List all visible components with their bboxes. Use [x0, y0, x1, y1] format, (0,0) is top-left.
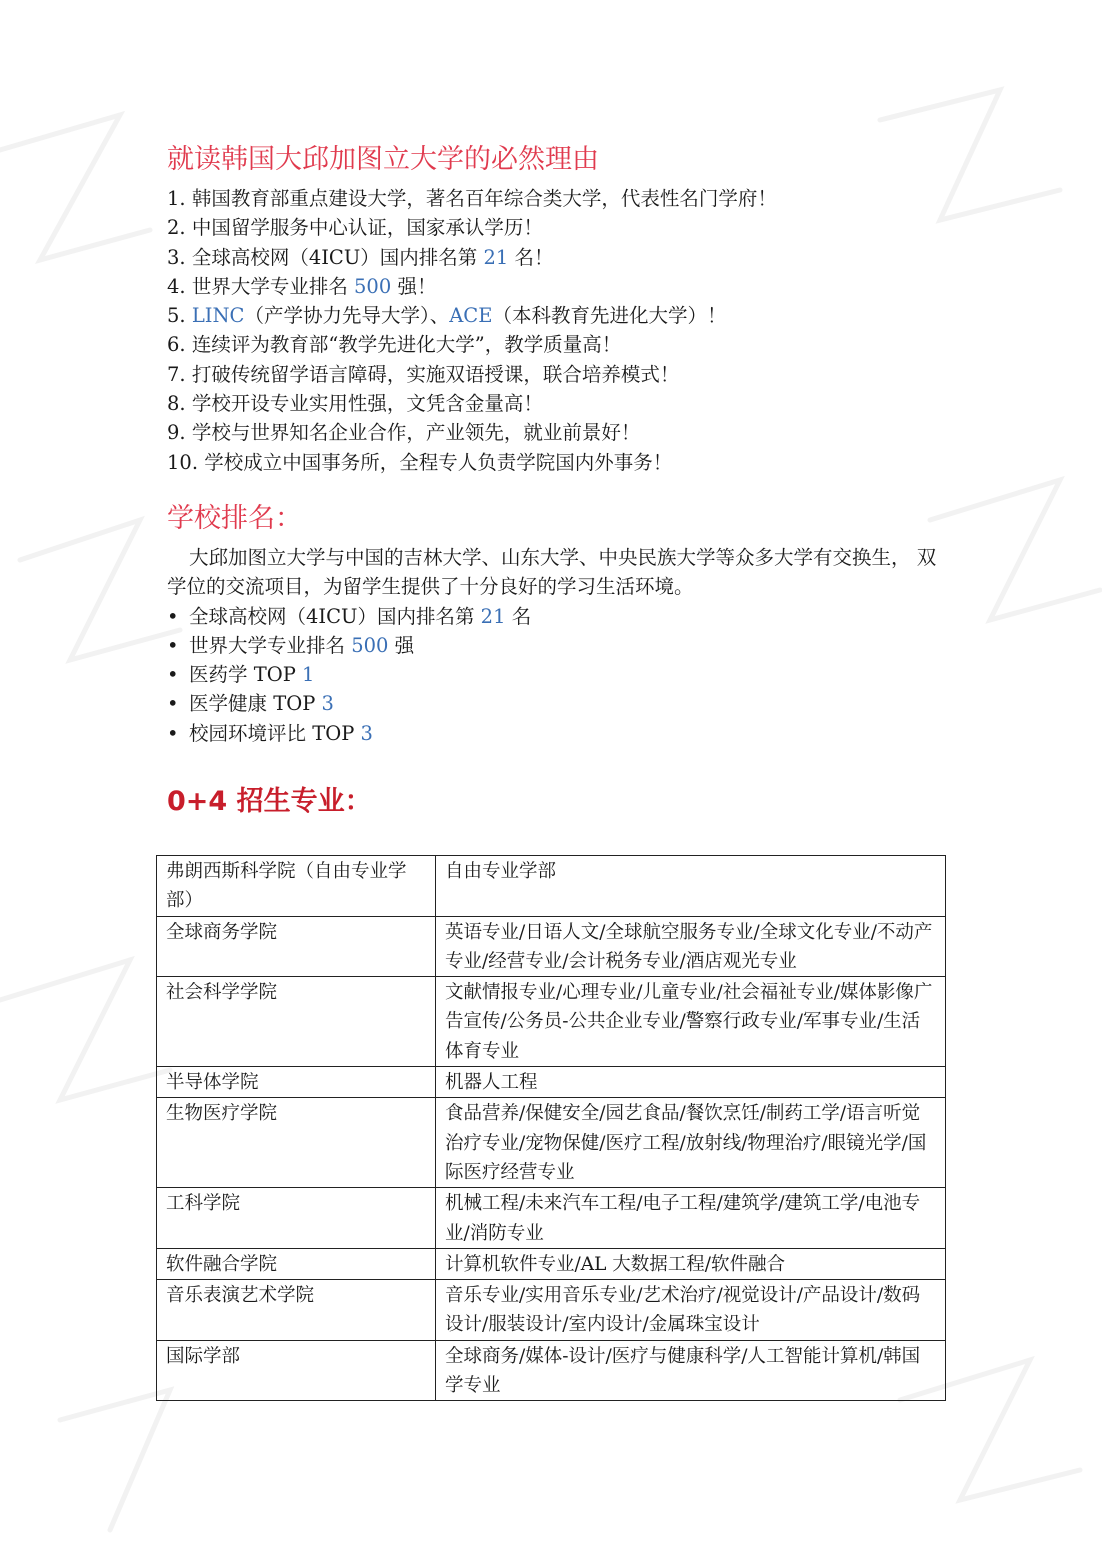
- majors-cell: 英语专业/日语人文/全球航空服务专业/全球文化专业/不动产专业/经营专业/会计税务专业/酒店观光专业: [436, 916, 946, 977]
- highlight-text: 500: [351, 633, 389, 657]
- majors-cell: 计算机软件专业/AL 大数据工程/软件融合: [436, 1248, 946, 1279]
- ranking-bullet-item: [167, 719, 957, 748]
- bullet-text: 名: [505, 604, 532, 628]
- ranking-bullet-item: [167, 689, 957, 718]
- table-row: [157, 916, 946, 977]
- table-row: [157, 856, 946, 917]
- reason-item: [167, 330, 957, 359]
- reason-item: [167, 301, 957, 330]
- ranking-bullet-item: [167, 660, 957, 689]
- reason-text: 名！: [508, 245, 554, 269]
- bullet-dot: •: [167, 663, 179, 687]
- ranking-bullet-item: [167, 602, 957, 631]
- majors-cell: 全球商务/媒体-设计/医疗与健康科学/人工智能计算机/韩国学专业: [436, 1340, 946, 1401]
- majors-cell: 机器人工程: [436, 1067, 946, 1098]
- reason-text: 学校与世界知名企业合作，产业领先，就业前景好！: [191, 421, 641, 445]
- bullet-text: 全球高校网（4ICU）国内排名第: [189, 604, 481, 628]
- majors-cell: 自由专业学部: [436, 856, 946, 917]
- majors-cell: 音乐专业/实用音乐专业/艺术治疗/视觉设计/产品设计/数码设计/服装设计/室内设计/金属珠宝设计: [436, 1280, 946, 1341]
- reason-number: 10.: [167, 450, 205, 474]
- ranking-bullet-item: [167, 631, 957, 660]
- table-row: [157, 1248, 946, 1279]
- college-name-cell: 音乐表演艺术学院: [157, 1280, 436, 1341]
- reason-item: [167, 272, 957, 301]
- highlight-text: 3: [321, 692, 334, 716]
- bullet-text: 强: [388, 633, 415, 657]
- college-name-cell: 国际学部: [157, 1340, 436, 1401]
- reason-number: 9.: [167, 421, 192, 445]
- reason-item: [167, 389, 957, 418]
- reason-text: （产学协力先导大学）、: [244, 304, 450, 328]
- college-name-cell: 工科学院: [157, 1188, 436, 1249]
- table-row: [157, 1098, 946, 1188]
- table-row: [157, 1340, 946, 1401]
- highlight-text: 21: [483, 245, 509, 269]
- bullet-text: 医药学 TOP: [189, 663, 303, 687]
- section-title-majors: 0+4 招生专业：: [167, 786, 372, 818]
- reason-item: [167, 448, 957, 477]
- majors-cell: 食品营养/保健安全/园艺食品/餐饮烹饪/制药工学/语言听觉治疗专业/宠物保健/医疗工程/放射线/物理治疗/眼镜光学/国际医疗经营专业: [436, 1098, 946, 1188]
- highlight-text: 1: [302, 663, 315, 687]
- bullet-text: 世界大学专业排名: [189, 633, 352, 657]
- reason-item: [167, 213, 957, 242]
- majors-cell: 文献情报专业/心理专业/儿童专业/社会福祉专业/媒体影像广告宣传/公务员-公共企业专业/警察行政专业/军事专业/生活体育专业: [436, 977, 946, 1067]
- reason-text: 强！: [391, 274, 437, 298]
- table-row: [157, 1188, 946, 1249]
- reason-item: [167, 418, 957, 447]
- bullet-dot: •: [167, 721, 179, 745]
- reason-number: 7.: [167, 362, 192, 386]
- bullet-text: 医学健康 TOP: [189, 692, 322, 716]
- ranking-intro: 大邱加图立大学与中国的吉林大学、山东大学、中央民族大学等众多大学有交换生， 双学位的交流项目，为留学生提供了十分良好的学习生活环境。: [167, 545, 937, 599]
- reason-text: 世界大学专业排名: [191, 274, 355, 298]
- bullet-dot: •: [167, 633, 179, 657]
- reason-number: 6.: [167, 333, 192, 357]
- college-name-cell: 生物医疗学院: [157, 1098, 436, 1188]
- reason-text: 连续评为教育部“教学先进化大学”，教学质量高！: [191, 333, 622, 357]
- reason-number: 2.: [167, 216, 192, 240]
- reason-text: 中国留学服务中心认证，国家承认学历！: [191, 216, 543, 240]
- reason-text: 学校成立中国事务所，全程专人负责学院国内外事务！: [204, 450, 673, 474]
- bullet-dot: •: [167, 604, 179, 628]
- table-row: [157, 1280, 946, 1341]
- highlight-text: ACE: [449, 304, 493, 328]
- college-name-cell: 软件融合学院: [157, 1248, 436, 1279]
- reason-number: 8.: [167, 392, 192, 416]
- reason-text: 学校开设专业实用性强，文凭含金量高！: [191, 392, 543, 416]
- ranking-bullets: [167, 602, 957, 748]
- reason-item: [167, 184, 957, 213]
- reason-text: 全球高校网（4ICU）国内排名第: [191, 245, 484, 269]
- reason-number: 5.: [167, 304, 192, 328]
- section-title-ranking: 学校排名：: [167, 502, 302, 534]
- reason-number: 4.: [167, 274, 192, 298]
- reason-text: 打破传统留学语言障碍，实施双语授课，联合培养模式！: [191, 362, 680, 386]
- majors-cell: 机械工程/未来汽车工程/电子工程/建筑学/建筑工学/电池专业/消防专业: [436, 1188, 946, 1249]
- highlight-text: LINC: [191, 304, 245, 328]
- table-row: [157, 977, 946, 1067]
- reasons-list: [167, 184, 957, 477]
- bullet-dot: •: [167, 692, 179, 716]
- table-row: [157, 1067, 946, 1098]
- highlight-text: 500: [354, 274, 392, 298]
- reason-item: [167, 360, 957, 389]
- reason-item: [167, 243, 957, 272]
- reason-text: （本科教育先进化大学）！: [492, 304, 727, 328]
- reason-text: 韩国教育部重点建设大学，著名百年综合类大学，代表性名门学府！: [191, 187, 777, 210]
- bullet-text: 校园环境评比 TOP: [189, 721, 361, 745]
- reason-number: 3.: [167, 245, 192, 269]
- section-title-reasons: 就读韩国大邱加图立大学的必然理由: [167, 144, 599, 175]
- college-name-cell: 全球商务学院: [157, 916, 436, 977]
- reason-number: 1.: [167, 187, 192, 210]
- majors-table: [156, 855, 946, 1401]
- college-name-cell: 半导体学院: [157, 1067, 436, 1098]
- highlight-text: 3: [360, 721, 373, 745]
- college-name-cell: 社会科学学院: [157, 977, 436, 1067]
- highlight-text: 21: [480, 604, 506, 628]
- content-area: [167, 140, 957, 822]
- college-name-cell: 弗朗西斯科学院（自由专业学部）: [157, 856, 436, 917]
